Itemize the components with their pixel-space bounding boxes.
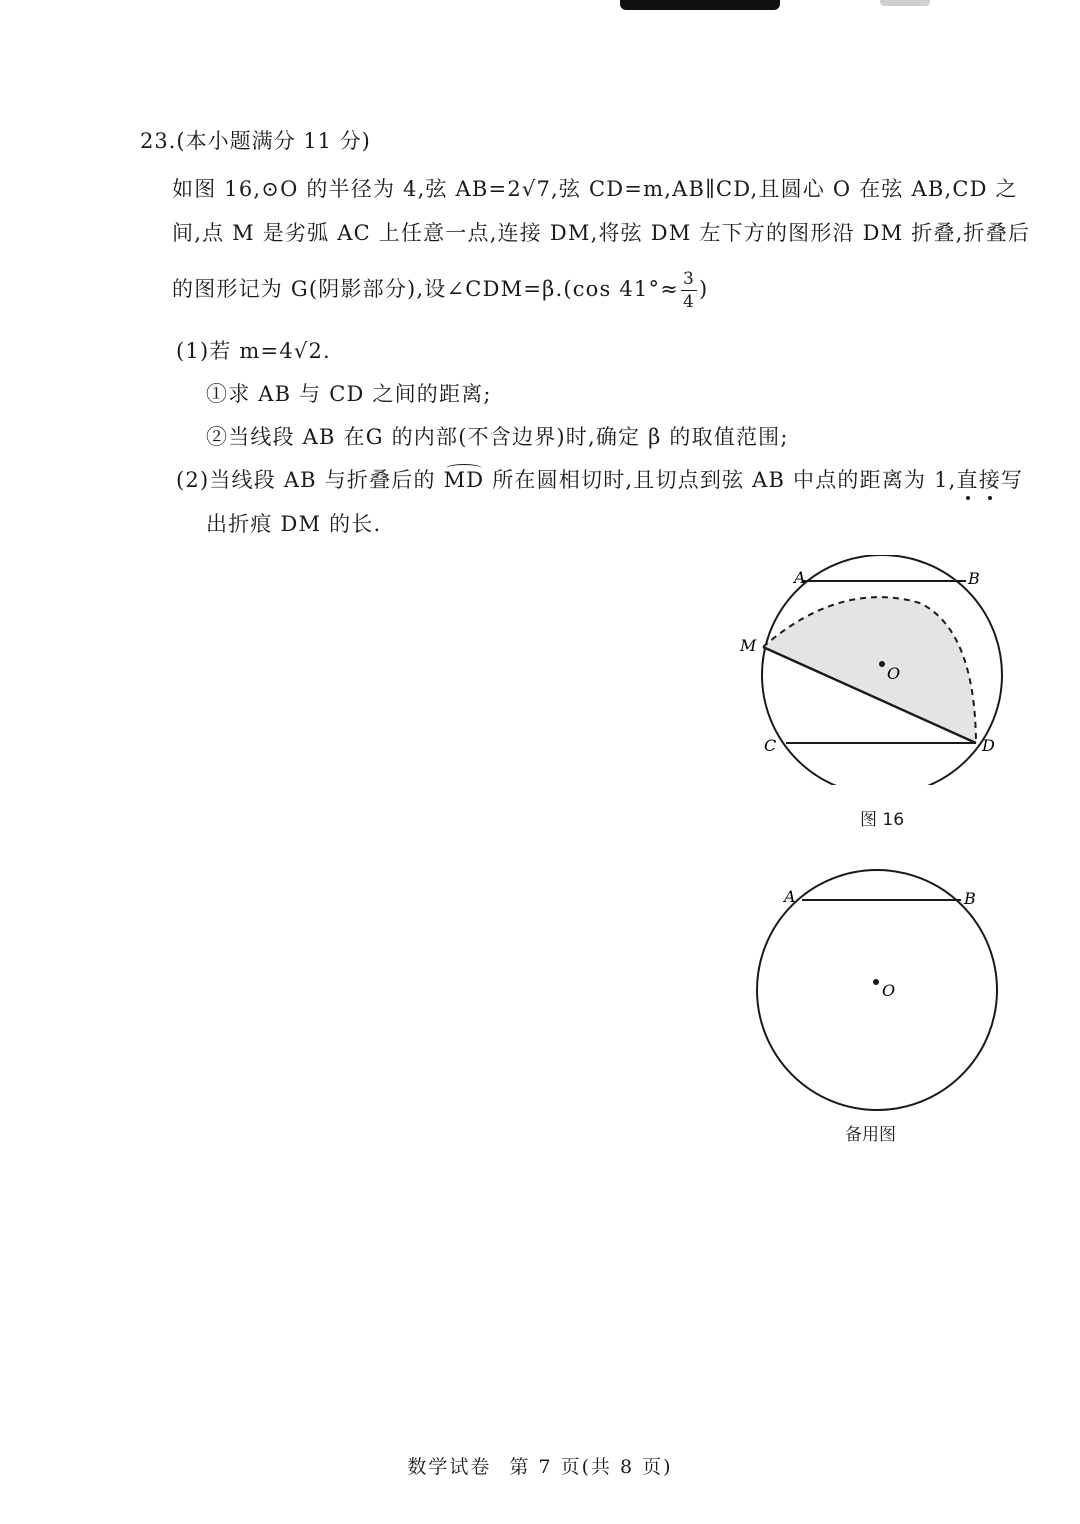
scan-artifact-top — [620, 0, 780, 10]
label-d: D — [982, 736, 995, 755]
circle-o-backup — [757, 870, 997, 1110]
label-b-backup: B — [964, 889, 976, 908]
part-2-line-2: 出折痕 DM 的长. — [206, 512, 382, 536]
label-b: B — [968, 569, 980, 588]
footer-subject: 数学试卷 — [407, 1456, 492, 1478]
label-m: M — [740, 636, 757, 655]
figure-16 — [730, 555, 1030, 785]
question-stem-line-3 — [172, 268, 708, 313]
fraction-three-quarters — [681, 268, 697, 313]
label-o: O — [887, 664, 901, 683]
label-c: C — [764, 736, 777, 755]
figure-backup — [740, 860, 1020, 1120]
part-2-text-b: 所在圆相切时,且切点到弦 AB 中点的距离为 1, — [484, 468, 957, 492]
stem-line-3-text: 的图形记为 G(阴影部分),设∠CDM=β.(cos 41°≈ — [172, 277, 679, 301]
part-2 — [176, 464, 1023, 494]
emphasis-zhi — [957, 468, 1001, 492]
fraction-denominator: 4 — [683, 292, 696, 312]
center-o-dot-backup — [873, 979, 879, 985]
emphasis-char: 接 — [978, 468, 1001, 492]
figure-16-caption: 图 16 — [860, 810, 905, 830]
question-stem-line-2: 间,点 M 是劣弧 AC 上任意一点,连接 DM,将弦 DM 左下方的图形沿 DM 折叠,折叠后 — [172, 221, 1031, 245]
part-1: (1)若 m=4√2. — [176, 339, 331, 363]
part-1-b: ②当线段 AB 在G 的内部(不含边界)时,确定 β 的取值范围; — [206, 425, 789, 449]
label-o-backup: O — [882, 981, 896, 1000]
scan-artifact-top-right — [880, 0, 930, 6]
label-a-backup: A — [784, 887, 796, 906]
page-footer — [0, 1452, 1080, 1479]
emphasis-char: 直 — [956, 468, 979, 492]
fraction-numerator: 3 — [683, 269, 696, 289]
part-2-text-c: 写 — [1000, 468, 1024, 492]
question-title: 23.(本小题满分 11 分) — [140, 129, 371, 153]
center-o-dot — [879, 661, 885, 667]
figure-backup-caption: 备用图 — [845, 1125, 896, 1145]
footer-page-number: 第 7 页(共 8 页) — [509, 1456, 673, 1478]
part-2-text-a: (2)当线段 AB 与折叠后的 — [176, 468, 444, 492]
question-stem-line-1: 如图 16,⊙O 的半径为 4,弦 AB=2√7,弦 CD=m,AB∥CD,且圆心 O 在弦 AB,CD 之 — [172, 177, 1018, 201]
label-a: A — [794, 568, 806, 587]
arc-md: MD — [443, 468, 485, 492]
shaded-region-g — [763, 597, 976, 743]
stem-line-3-close: ) — [699, 277, 709, 301]
part-1-a: ①求 AB 与 CD 之间的距离; — [206, 382, 492, 406]
